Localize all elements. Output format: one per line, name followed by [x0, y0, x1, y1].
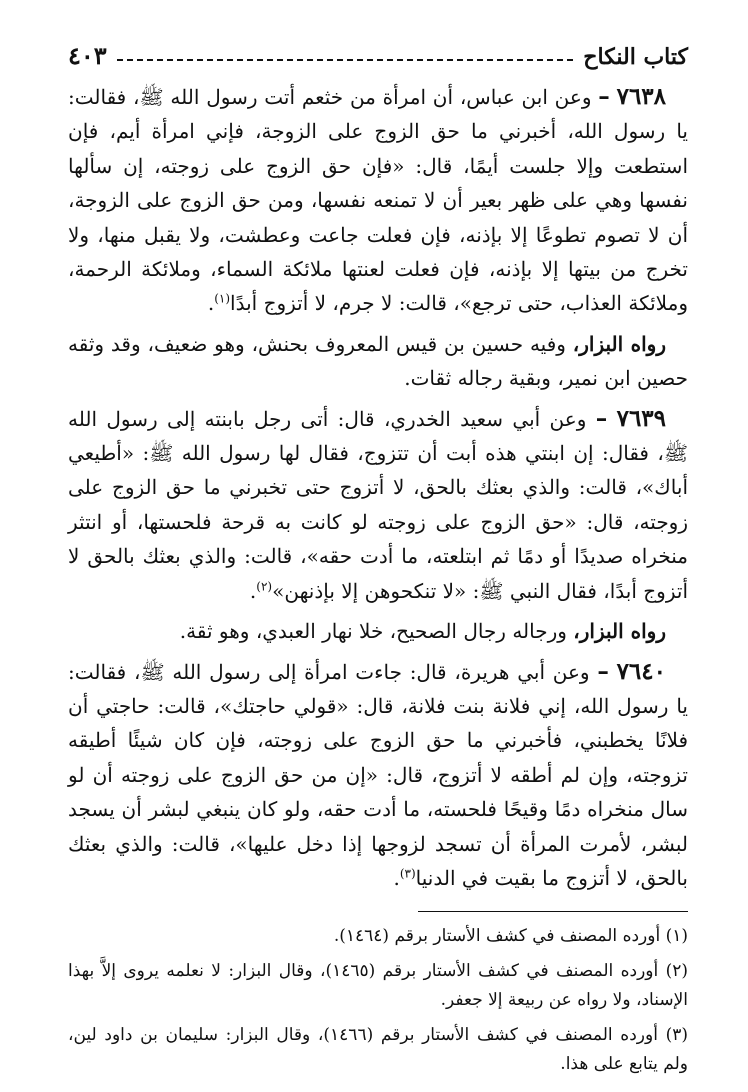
- footnote-marker: (٣): [399, 866, 416, 881]
- hadith-dash: –: [595, 404, 608, 432]
- hadith-dash: –: [598, 83, 610, 110]
- narration-source: رواه البزار،: [572, 331, 667, 356]
- page-number: ٤٠٣: [68, 41, 107, 70]
- footnote-marker: (٢): [256, 579, 273, 594]
- hadith-paragraph: [68, 402, 688, 608]
- hadith-end: .: [393, 865, 400, 890]
- hadith-text: وعن أبي سعيد الخدري، قال: أتى رجل بابنته إلى رسول الله ﷺ، فقال: إن ابنتي هذه أبت أن تتزوج، فقال لها رسول الله ﷺ: «أطيعي أباك»، قالت: والذي بعثك بالحق، لا أتزوج حتى تخبرني ما حق الزوج على زوجته، قال: «حق الزوج على زوجته لو كانت به قرحة فلحستها، أو انتثر منخراه صديدًا أو دمًا ثم ابتلعته، ما أدت حقه»، قالت: والذي بعثك بالحق لا أتزوج أبدًا، فقال النبي ﷺ: «لا تنكحوهن إلا بإذنهن»: [68, 406, 688, 603]
- hadith-paragraph: [68, 655, 688, 896]
- narration-source: رواه البزار،: [573, 619, 666, 644]
- hadith-number: ٧٦٣٨: [616, 83, 667, 110]
- footnote-marker: (١): [214, 291, 231, 306]
- hadith-number: ٧٦٣٩: [616, 404, 667, 432]
- hadith-paragraph: [68, 80, 688, 321]
- hadith-number: ٧٦٤٠: [616, 657, 666, 685]
- narration-note: [68, 614, 688, 648]
- narration-text: وفيه حسين بن قيس المعروف بحنش، وهو ضعيف، وقد وثقه حصين ابن نمير، وبقية رجاله ثقات.: [68, 331, 688, 391]
- hadith-end: .: [207, 291, 215, 316]
- footnote: (١) أورده المصنف في كشف الأستار برقم (١٤٦٤).: [333, 926, 688, 946]
- footnotes: [68, 922, 688, 1085]
- narration-note: [68, 327, 688, 396]
- book-title: كتاب النكاح: [583, 44, 688, 70]
- page-header: [68, 34, 688, 70]
- page-body: [68, 80, 688, 901]
- hadith-text: وعن ابن عباس، أن امرأة من خثعم أتت رسول الله ﷺ، فقالت: يا رسول الله، أخبرني ما حق الزوج على الزوجة، فإني امرأة أيم، فإن استطعت وإلا جلست أيمًا، قال: «فإن حق الزوج على زوجته، إن سألها نفسها وهي على ظهر بعير أن لا تمنعه نفسها، ومن حق الزوج على الزوجة، أن لا تصوم تطوعًا إلا بإذنه، فإن فعلت جاعت وعطشت، ولا يقبل منها، ولا تخرج من بيتها إلا بإذنه، فإن فعلت لعنتها ملائكة السماء، وملائكة الرحمة، وملائكة العذاب، حتى ترجع»، قالت: لا جرم، لا أتزوج أبدًا: [68, 85, 688, 316]
- narration-text: ورجاله رجال الصحيح، خلا نهار العبدي، وهو ثقة.: [179, 619, 567, 644]
- footnote: (٢) أورده المصنف في كشف الأستار برقم (١٤٦٥)، وقال البزار: لا نعلمه يروى إلاَّ بهذا الإسناد، ولا رواه عن ربيعة إلا جعفر.: [68, 961, 689, 1010]
- hadith-dash: –: [597, 657, 609, 685]
- hadith-text: وعن أبي هريرة، قال: جاءت امرأة إلى رسول الله ﷺ، فقالت: يا رسول الله، إني فلانة بنت فلانة، قال: «قولي حاجتك»، قالت: حاجتي أن فلانًا يخطبني، فأخبرني ما حق الزوج على زوجته، فإن كان شيئًا أطيقه تزوجته، وإن لم أطقه لا أتزوج، قال: «إن من حق الزوج على زوجته أن لو سال منخراه دمًا وقيحًا فلحسته، ما أدت حقه، ولو كان ينبغي لبشر أن يسجد لبشر، لأمرت المرأة أن تسجد لزوجها إذا دخل عليها»، قالت: والذي بعثك بالحق، لا أتزوج ما بقيت في الدنيا: [68, 659, 688, 890]
- footnote-separator: [418, 911, 688, 912]
- hadith-end: .: [249, 578, 257, 603]
- header-dashed-rule: [117, 59, 574, 61]
- footnote: (٣) أورده المصنف في كشف الأستار برقم (١٤٦٦)، وقال البزار: سليمان بن داود لين، ولم يتابع على هذا.: [68, 1025, 688, 1074]
